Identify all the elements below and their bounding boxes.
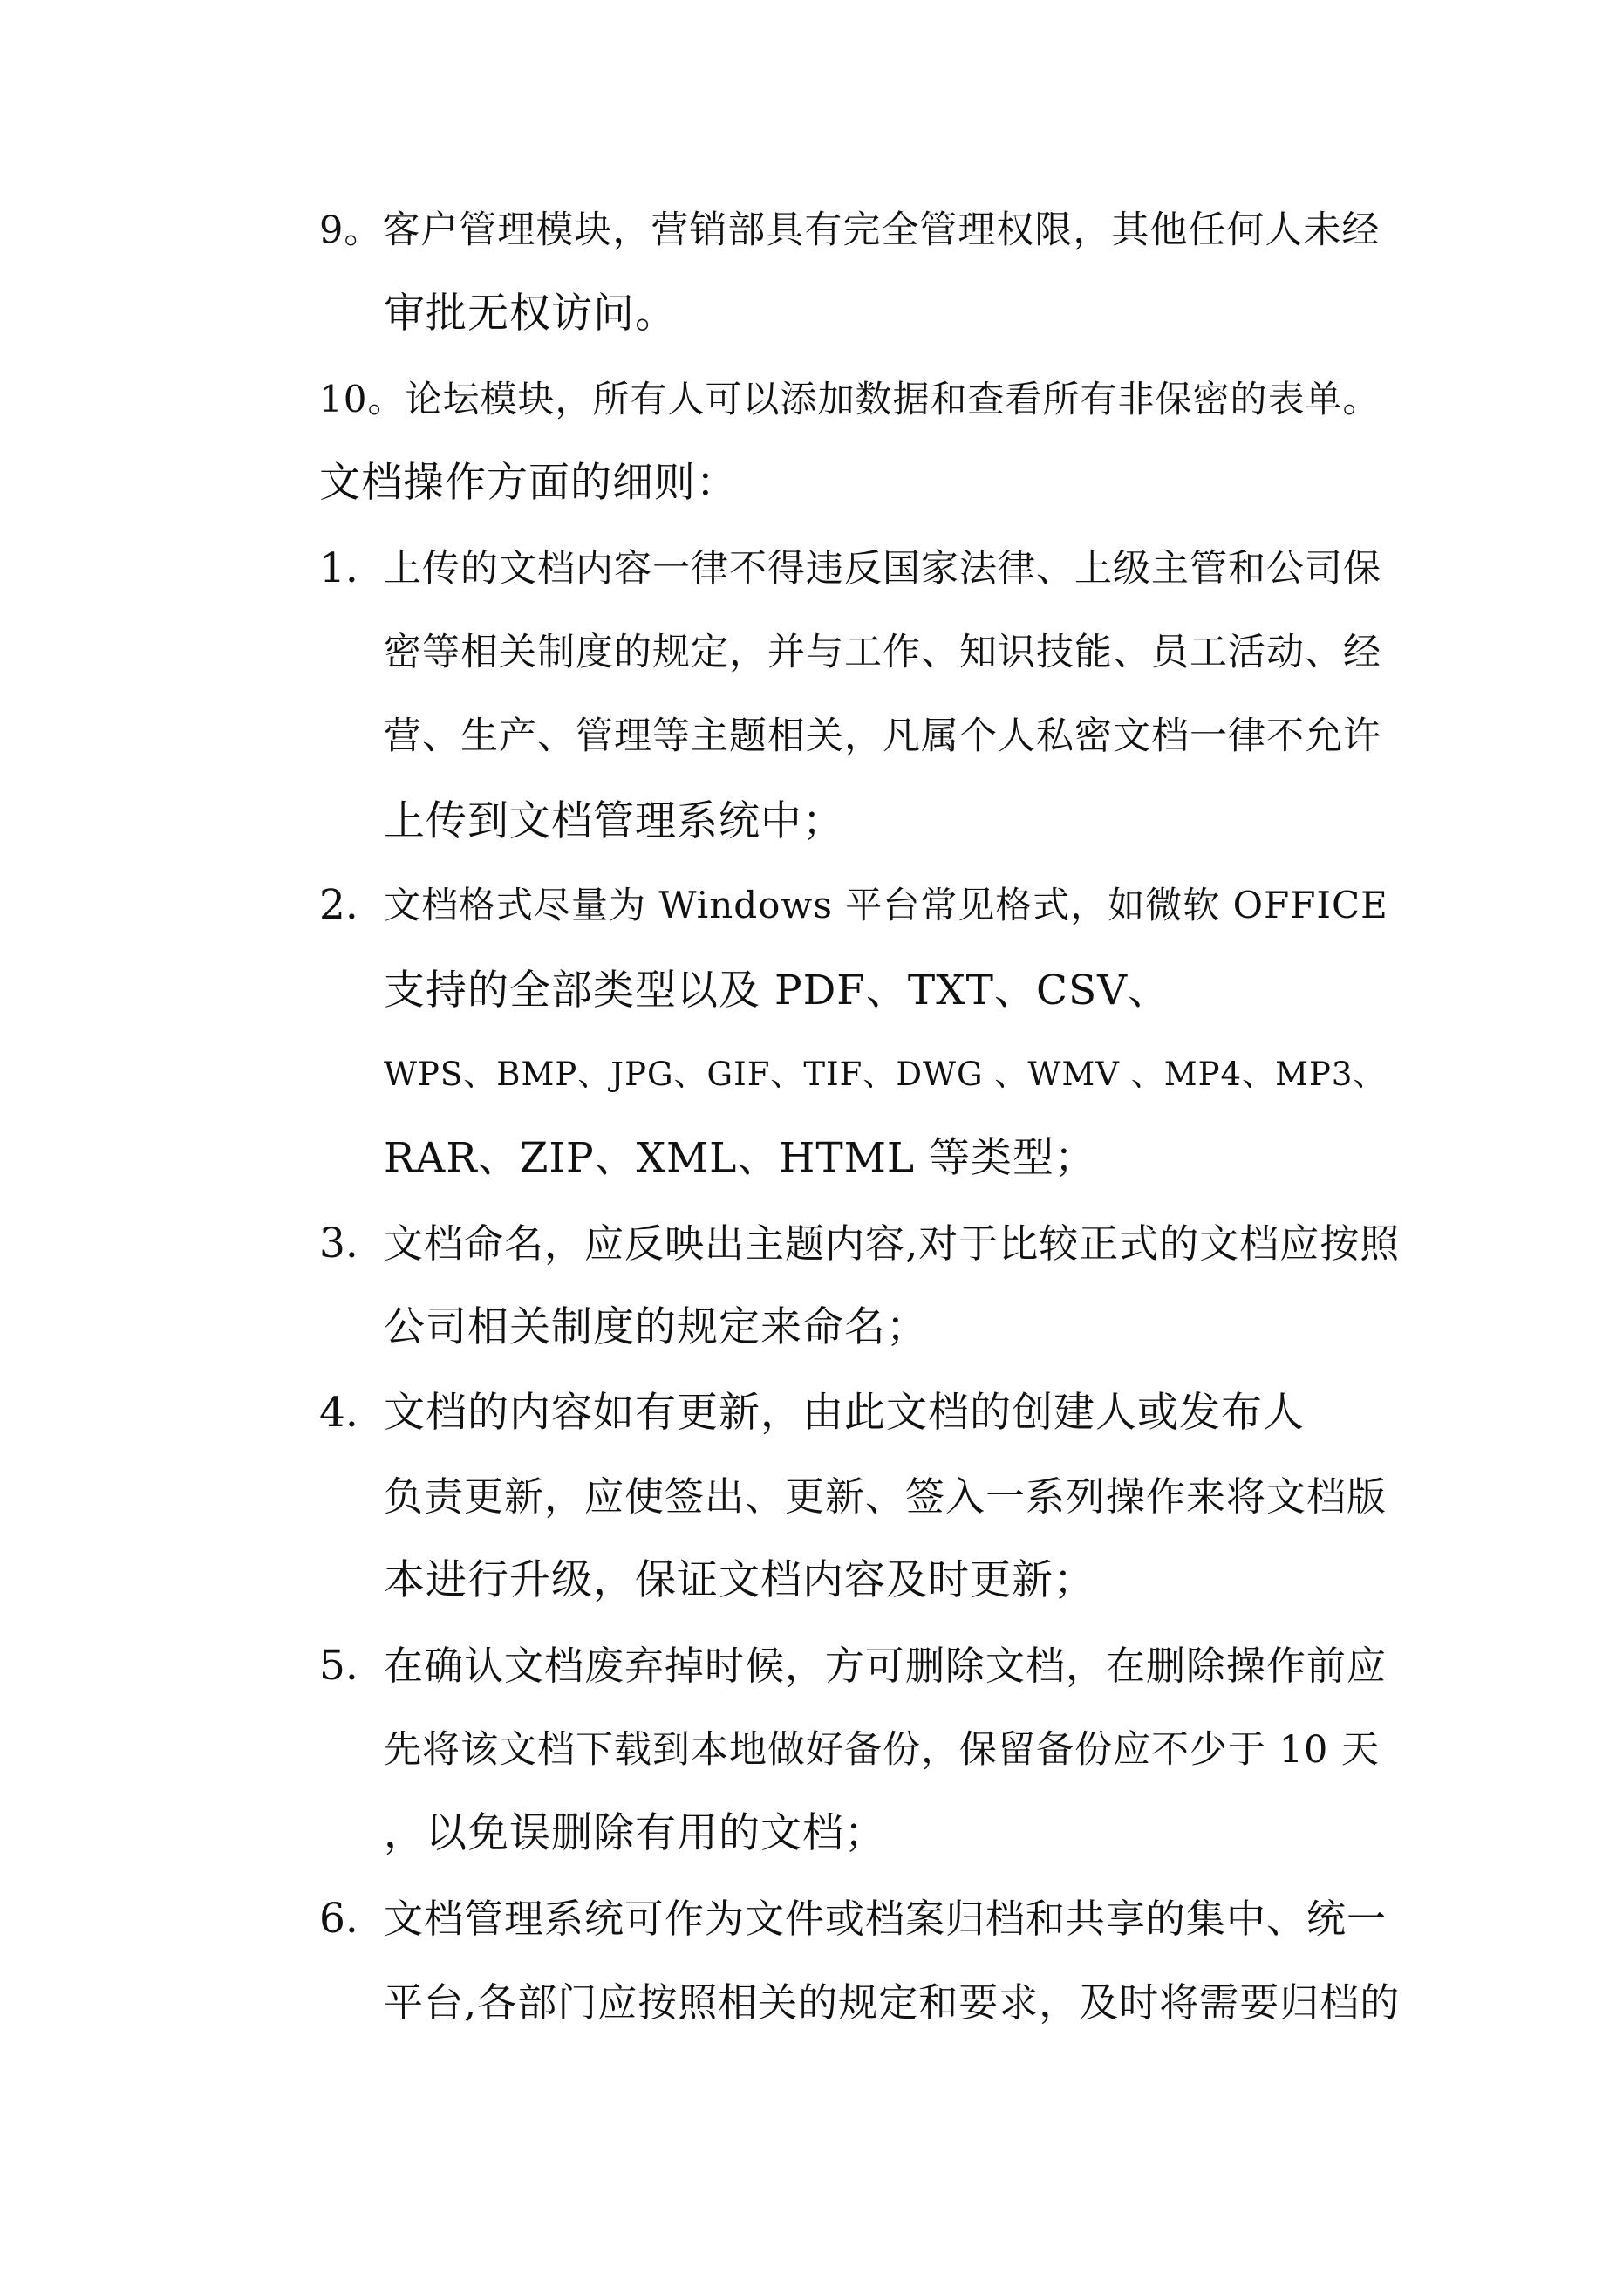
- paragraph-line: 审批无权访问。: [384, 290, 677, 338]
- list-item-line: 先将该文档下载到本地做好备份，保留备份应不少于 10 天: [384, 1728, 1381, 1772]
- paragraph-line: 9。客户管理模块，营销部具有完全管理权限，其他任何人未经: [319, 208, 1381, 252]
- list-item-line: 本进行升级，保证文档内容及时更新；: [384, 1556, 1095, 1604]
- list-number: 5.: [319, 1642, 358, 1690]
- list-item-line: 上传的文档内容一律不得违反国家法律、上级主管和公司保: [384, 547, 1381, 591]
- list-item-line: 密等相关制度的规定，并与工作、知识技能、员工活动、经: [384, 631, 1381, 674]
- list-item-line: 平台,各部门应按照相关的规定和要求，及时将需要归档的: [384, 1979, 1401, 2026]
- list-item-line: 文档的内容如有更新，由此文档的创建人或发布人: [384, 1389, 1305, 1437]
- list-item-line: 文档命名，应反映出主题内容,对于比较正式的文档应按照: [384, 1220, 1401, 1267]
- section-heading: 文档操作方面的细则：: [319, 459, 738, 507]
- list-item-line: 支持的全部类型以及 PDF、TXT、CSV、: [384, 967, 1170, 1015]
- paragraph-line: 10。论坛模块，所有人可以添加数据和查看所有非保密的表单。: [319, 378, 1381, 420]
- list-item-line: WPS、BMP、JPG、GIF、TIF、DWG 、WMV 、MP4、MP3、: [384, 1056, 1387, 1093]
- list-item-line: 负责更新，应使签出、更新、签入一系列操作来将文档版: [384, 1473, 1388, 1520]
- list-number: 2.: [319, 881, 358, 929]
- list-item-line: 公司相关制度的规定来命名；: [384, 1303, 928, 1351]
- list-item-line: 在确认文档废弃掉时候，方可删除文档，在删除操作前应: [384, 1643, 1388, 1689]
- list-number: 6.: [319, 1895, 358, 1943]
- list-number: 3.: [319, 1220, 358, 1268]
- list-number: 1.: [319, 544, 358, 592]
- list-number: 4.: [319, 1389, 358, 1437]
- list-item-line: ，以免误删除有用的文档；: [384, 1809, 886, 1857]
- list-item-line: 上传到文档管理系统中；: [384, 797, 844, 845]
- list-item-line: 文档管理系统可作为文件或档案归档和共享的集中、统一: [384, 1896, 1388, 1942]
- list-item-line: RAR、ZIP、XML、HTML 等类型；: [384, 1134, 1096, 1182]
- list-item-line: 营、生产、管理等主题相关，凡属个人私密文档一律不允许: [384, 714, 1381, 758]
- list-item-line: 文档格式尽量为 Windows 平台常见格式，如微软 OFFICE: [384, 884, 1388, 926]
